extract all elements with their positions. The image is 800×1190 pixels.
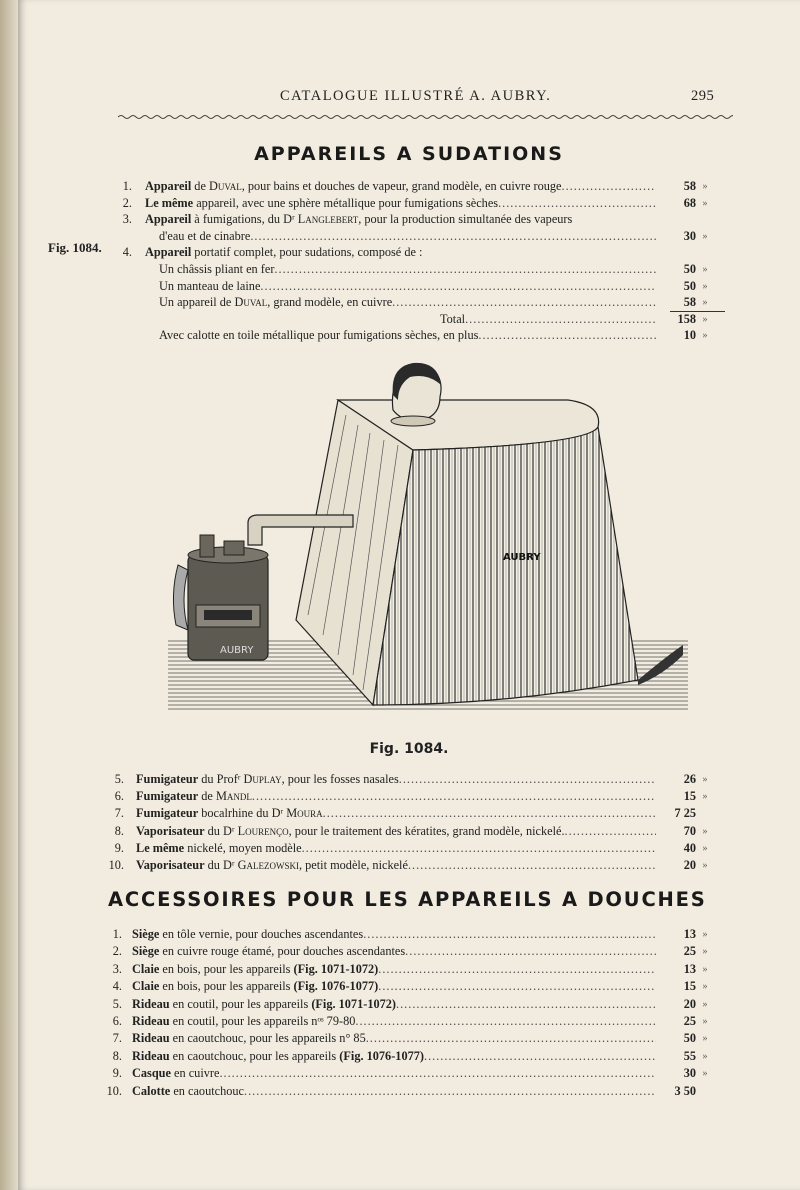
leader-dots — [366, 1030, 656, 1047]
list-item — [18, 211, 718, 228]
list-item — [18, 228, 718, 245]
price-mark: » — [702, 791, 708, 803]
item-number: 6. — [114, 789, 124, 804]
item-price: 58 — [683, 179, 696, 193]
price-mark: » — [702, 313, 708, 325]
item-number: 3. — [112, 961, 122, 976]
item-price: 50 — [683, 262, 696, 276]
leader-dots — [405, 943, 656, 960]
description-fragment: nickelé, moyen modèle — [184, 840, 302, 855]
leader-dots — [274, 261, 656, 278]
description-fragment: Rideau — [132, 1031, 170, 1046]
sudation-apparatus-illustration — [148, 355, 688, 740]
leader-dots — [244, 1083, 656, 1100]
price-mark: » — [702, 181, 708, 192]
page-number: 295 — [691, 88, 715, 104]
list-item — [18, 943, 718, 960]
item-number: 8. — [114, 823, 124, 838]
list-item — [18, 926, 718, 943]
item-description — [136, 857, 408, 874]
description-fragment: Le même — [136, 840, 185, 855]
item-description — [159, 294, 392, 311]
description-fragment: Un appareil de — [159, 295, 235, 310]
price-mark: » — [702, 264, 708, 275]
price-mark: » — [702, 1016, 708, 1027]
leader-dots — [565, 823, 656, 840]
item-number: 5. — [114, 772, 124, 786]
description-fragment: en bois, pour les appareils — [159, 961, 294, 976]
item-number: 10. — [106, 1083, 122, 1098]
leader-dots — [323, 805, 656, 822]
list-item — [18, 996, 718, 1013]
figure-reference-label: Fig. 1084. — [48, 240, 102, 255]
description-fragment: en caoutchouc, pour les appareils — [169, 1048, 340, 1063]
leader-dots — [424, 1048, 656, 1065]
item-description — [132, 1030, 366, 1047]
item-number: 1. — [122, 179, 132, 193]
description-fragment: Duval — [234, 295, 268, 310]
item-price: 70 — [683, 823, 696, 838]
item-description — [132, 943, 405, 960]
item-description — [132, 1013, 355, 1030]
description-fragment: Vaporisateur — [136, 858, 205, 872]
total-rule — [670, 311, 725, 312]
list-item — [18, 788, 718, 805]
item-price: 3 50 — [674, 1083, 696, 1098]
item-price: 25 — [683, 1014, 696, 1028]
cabinet-front-curtain — [373, 427, 638, 705]
item-number: 9. — [114, 840, 124, 855]
description-fragment: en caoutchouc, pour les appareils n° 85 — [169, 1031, 366, 1046]
item-number: 2. — [122, 195, 132, 210]
description-fragment: (Fig. 1071-1072) — [293, 961, 379, 976]
price-mark: » — [702, 280, 708, 292]
list-item — [18, 178, 718, 195]
description-fragment: Appareil — [145, 212, 192, 227]
item-description — [132, 996, 396, 1013]
page-binding — [0, 0, 18, 1190]
section-title-accessories: ACCESSOIRES POUR LES APPAREILS A DOUCHES — [108, 888, 707, 911]
list-item — [18, 195, 718, 212]
item-description — [159, 327, 478, 344]
item-number: 1. — [112, 927, 122, 941]
item-price: 7 25 — [674, 806, 696, 821]
price-mark: » — [702, 963, 708, 975]
item-price: 25 — [683, 944, 696, 959]
item-description — [132, 1048, 424, 1065]
item-description — [145, 195, 498, 212]
price-mark: » — [702, 774, 708, 785]
description-fragment: en cuivre — [170, 1066, 220, 1081]
price-mark: » — [702, 929, 708, 940]
catalogue-page — [18, 0, 800, 1190]
item-price: 55 — [683, 1048, 696, 1063]
price-mark: » — [702, 981, 708, 993]
leader-dots — [478, 327, 656, 344]
item-description — [145, 178, 562, 195]
description-fragment: portatif complet, pour sudations, composé de : — [191, 245, 423, 260]
item-number: 7. — [112, 1031, 122, 1046]
item-number: 4. — [112, 979, 122, 994]
description-fragment: Rideau — [132, 1048, 170, 1063]
description-fragment: Duval — [209, 179, 242, 193]
item-number: 2. — [112, 944, 122, 959]
item-description — [132, 1083, 244, 1100]
list-item — [18, 961, 718, 978]
item-description — [136, 805, 323, 822]
list-item — [18, 857, 718, 874]
steam-stove — [173, 535, 268, 660]
leader-dots — [465, 311, 656, 328]
description-fragment: en bois, pour les appareils — [159, 979, 294, 994]
item-price: 68 — [683, 195, 696, 210]
leader-dots — [562, 178, 656, 195]
item-description — [136, 823, 565, 840]
list-item — [18, 771, 718, 788]
description-fragment: en coutil, pour les appareils nᵒˢ 79-80 — [169, 1014, 356, 1028]
item-price: 15 — [683, 979, 696, 994]
leader-dots — [392, 294, 656, 311]
leader-dots — [302, 840, 656, 857]
description-fragment: Le même — [145, 195, 194, 210]
leader-dots — [378, 961, 656, 978]
description-fragment: de — [191, 179, 209, 193]
description-fragment: du Profʳ — [198, 772, 244, 786]
item-price: 58 — [683, 295, 696, 310]
description-fragment: Avec calotte en toile métallique pour fumigations sèches, en plus — [159, 328, 479, 343]
description-fragment: Vaporisateur — [136, 823, 205, 838]
price-mark: » — [702, 946, 708, 958]
description-fragment: Appareil — [145, 179, 192, 193]
item-description — [159, 228, 250, 245]
price-mark: » — [702, 297, 708, 309]
item-number: 3. — [122, 212, 132, 227]
description-fragment: Claie — [132, 961, 160, 976]
list-item — [18, 1030, 718, 1047]
description-fragment: (Fig. 1076-1077) — [293, 979, 379, 994]
leader-dots — [252, 788, 656, 805]
price-mark: » — [702, 1068, 708, 1080]
description-fragment: Fumigateur — [136, 772, 199, 786]
header-wavy-rule — [118, 112, 733, 122]
item-price: 30 — [683, 1066, 696, 1081]
description-fragment: Fumigateur — [136, 806, 199, 821]
item-price: 15 — [683, 789, 696, 804]
list-item — [18, 1083, 718, 1100]
list-item — [18, 840, 718, 857]
description-fragment: en cuivre rouge étamé, pour douches ascendantes — [159, 944, 406, 959]
list-item — [18, 261, 718, 278]
item-price: 13 — [683, 961, 696, 976]
cabinet-brand-label: AUBRY — [503, 552, 541, 563]
item-price: 40 — [683, 840, 696, 855]
item-price: 50 — [683, 1031, 696, 1046]
leader-dots — [408, 857, 656, 874]
list-item — [18, 294, 718, 311]
section-title-sudations: APPAREILS A SUDATIONS — [254, 143, 564, 165]
leader-dots — [378, 978, 656, 995]
description-fragment: , pour bains et douches de vapeur, grand modèle, en cuivre rouge — [241, 179, 562, 193]
item-number: 5. — [112, 996, 122, 1011]
description-fragment: en caoutchouc — [170, 1083, 244, 1098]
description-fragment: Calotte — [132, 1083, 171, 1098]
description-fragment: Duplay — [243, 772, 282, 786]
description-fragment: Total — [440, 311, 466, 326]
catalogue-title: CATALOGUE ILLUSTRÉ A. AUBRY. — [280, 88, 552, 104]
list-item — [18, 311, 718, 328]
price-mark: » — [702, 330, 708, 342]
price-mark: » — [702, 998, 708, 1010]
leader-dots — [396, 996, 656, 1013]
description-fragment: Claie — [132, 979, 160, 994]
leader-dots — [250, 228, 656, 245]
list-item — [18, 278, 718, 295]
description-fragment: d'eau et de cinabre — [159, 228, 251, 243]
list-item — [18, 978, 718, 995]
description-fragment: en coutil, pour les appareils — [169, 996, 312, 1011]
price-mark: » — [702, 1033, 708, 1045]
item-description — [159, 278, 260, 295]
description-fragment: , petit modèle, nickelé — [299, 858, 408, 872]
price-mark: » — [702, 860, 708, 871]
leader-dots — [363, 926, 656, 943]
item-price: 10 — [683, 328, 696, 343]
leader-dots — [498, 195, 656, 212]
description-fragment: Galezowski — [237, 858, 299, 872]
item-description — [132, 926, 363, 943]
item-description — [145, 244, 422, 261]
leader-dots — [219, 1065, 656, 1082]
item-description — [440, 311, 465, 328]
item-price: 30 — [683, 228, 696, 243]
description-fragment: Siège — [132, 927, 160, 941]
description-fragment: à fumigations, du Dʳ — [191, 212, 298, 227]
description-fragment: , grand modèle, en cuivre — [267, 295, 393, 310]
item-price: 13 — [683, 927, 696, 941]
price-mark: » — [702, 230, 708, 242]
description-fragment: Lourenço — [237, 823, 289, 838]
description-fragment: Un manteau de laine — [159, 278, 261, 293]
stove-brand-label: AUBRY — [220, 645, 254, 656]
description-fragment: , pour le traitement des kératites, grand modèle, nickelé. — [288, 823, 565, 838]
list-item — [18, 823, 718, 840]
description-fragment: Rideau — [132, 1014, 170, 1028]
description-fragment: , pour la production simultanée des vapeurs — [358, 212, 573, 227]
description-fragment: Siège — [132, 944, 160, 959]
item-price: 50 — [683, 278, 696, 293]
list-item — [18, 1065, 718, 1082]
list-item — [18, 1048, 718, 1065]
item-price: 20 — [683, 858, 696, 872]
item-price: 20 — [683, 996, 696, 1011]
price-mark: » — [702, 1050, 708, 1062]
leader-dots — [399, 771, 656, 788]
description-fragment: Casque — [132, 1066, 171, 1081]
description-fragment: de — [198, 789, 216, 804]
leader-dots — [355, 1013, 656, 1030]
description-fragment: , pour les fosses nasales — [281, 772, 399, 786]
description-fragment: Fumigateur — [136, 789, 199, 804]
item-number: 4. — [122, 245, 132, 260]
price-mark: » — [702, 197, 708, 209]
description-fragment: Moura — [286, 806, 323, 821]
list-item — [18, 244, 718, 261]
description-fragment: (Fig. 1071-1072) — [311, 996, 397, 1011]
item-price: 26 — [683, 772, 696, 786]
leader-dots — [260, 278, 656, 295]
price-mark: » — [702, 842, 708, 854]
item-description — [132, 1065, 219, 1082]
list-item — [18, 327, 718, 344]
item-description — [136, 840, 302, 857]
item-price: 158 — [677, 311, 696, 326]
description-fragment: bocalrhine du Dʳ — [198, 806, 287, 821]
description-fragment: appareil, avec une sphère métallique pour fumigations sèches — [193, 195, 499, 210]
item-description — [159, 261, 274, 278]
description-fragment: du Dʳ — [204, 823, 238, 838]
item-number: 10. — [108, 858, 124, 872]
description-fragment: en tôle vernie, pour douches ascendantes — [159, 927, 364, 941]
figure-caption: Fig. 1084. — [369, 741, 449, 757]
description-fragment: Appareil — [145, 245, 192, 260]
item-description — [136, 771, 399, 788]
description-fragment: (Fig. 1076-1077) — [339, 1048, 424, 1063]
item-number: 9. — [112, 1066, 122, 1081]
item-number: 8. — [112, 1048, 122, 1063]
list-item — [18, 1013, 718, 1030]
item-description — [145, 211, 572, 228]
item-description — [136, 788, 252, 805]
item-description — [132, 961, 378, 978]
description-fragment: Un châssis pliant en fer — [159, 262, 275, 276]
price-mark: » — [702, 825, 708, 837]
item-number: 6. — [112, 1014, 122, 1028]
description-fragment: du Dʳ — [204, 858, 238, 872]
description-fragment: Mandl — [215, 789, 252, 804]
description-fragment: Langlebert — [297, 212, 359, 227]
list-item — [18, 805, 718, 822]
item-number: 7. — [114, 806, 124, 821]
running-header — [18, 88, 800, 108]
item-description — [132, 978, 378, 995]
description-fragment: Rideau — [132, 996, 170, 1011]
